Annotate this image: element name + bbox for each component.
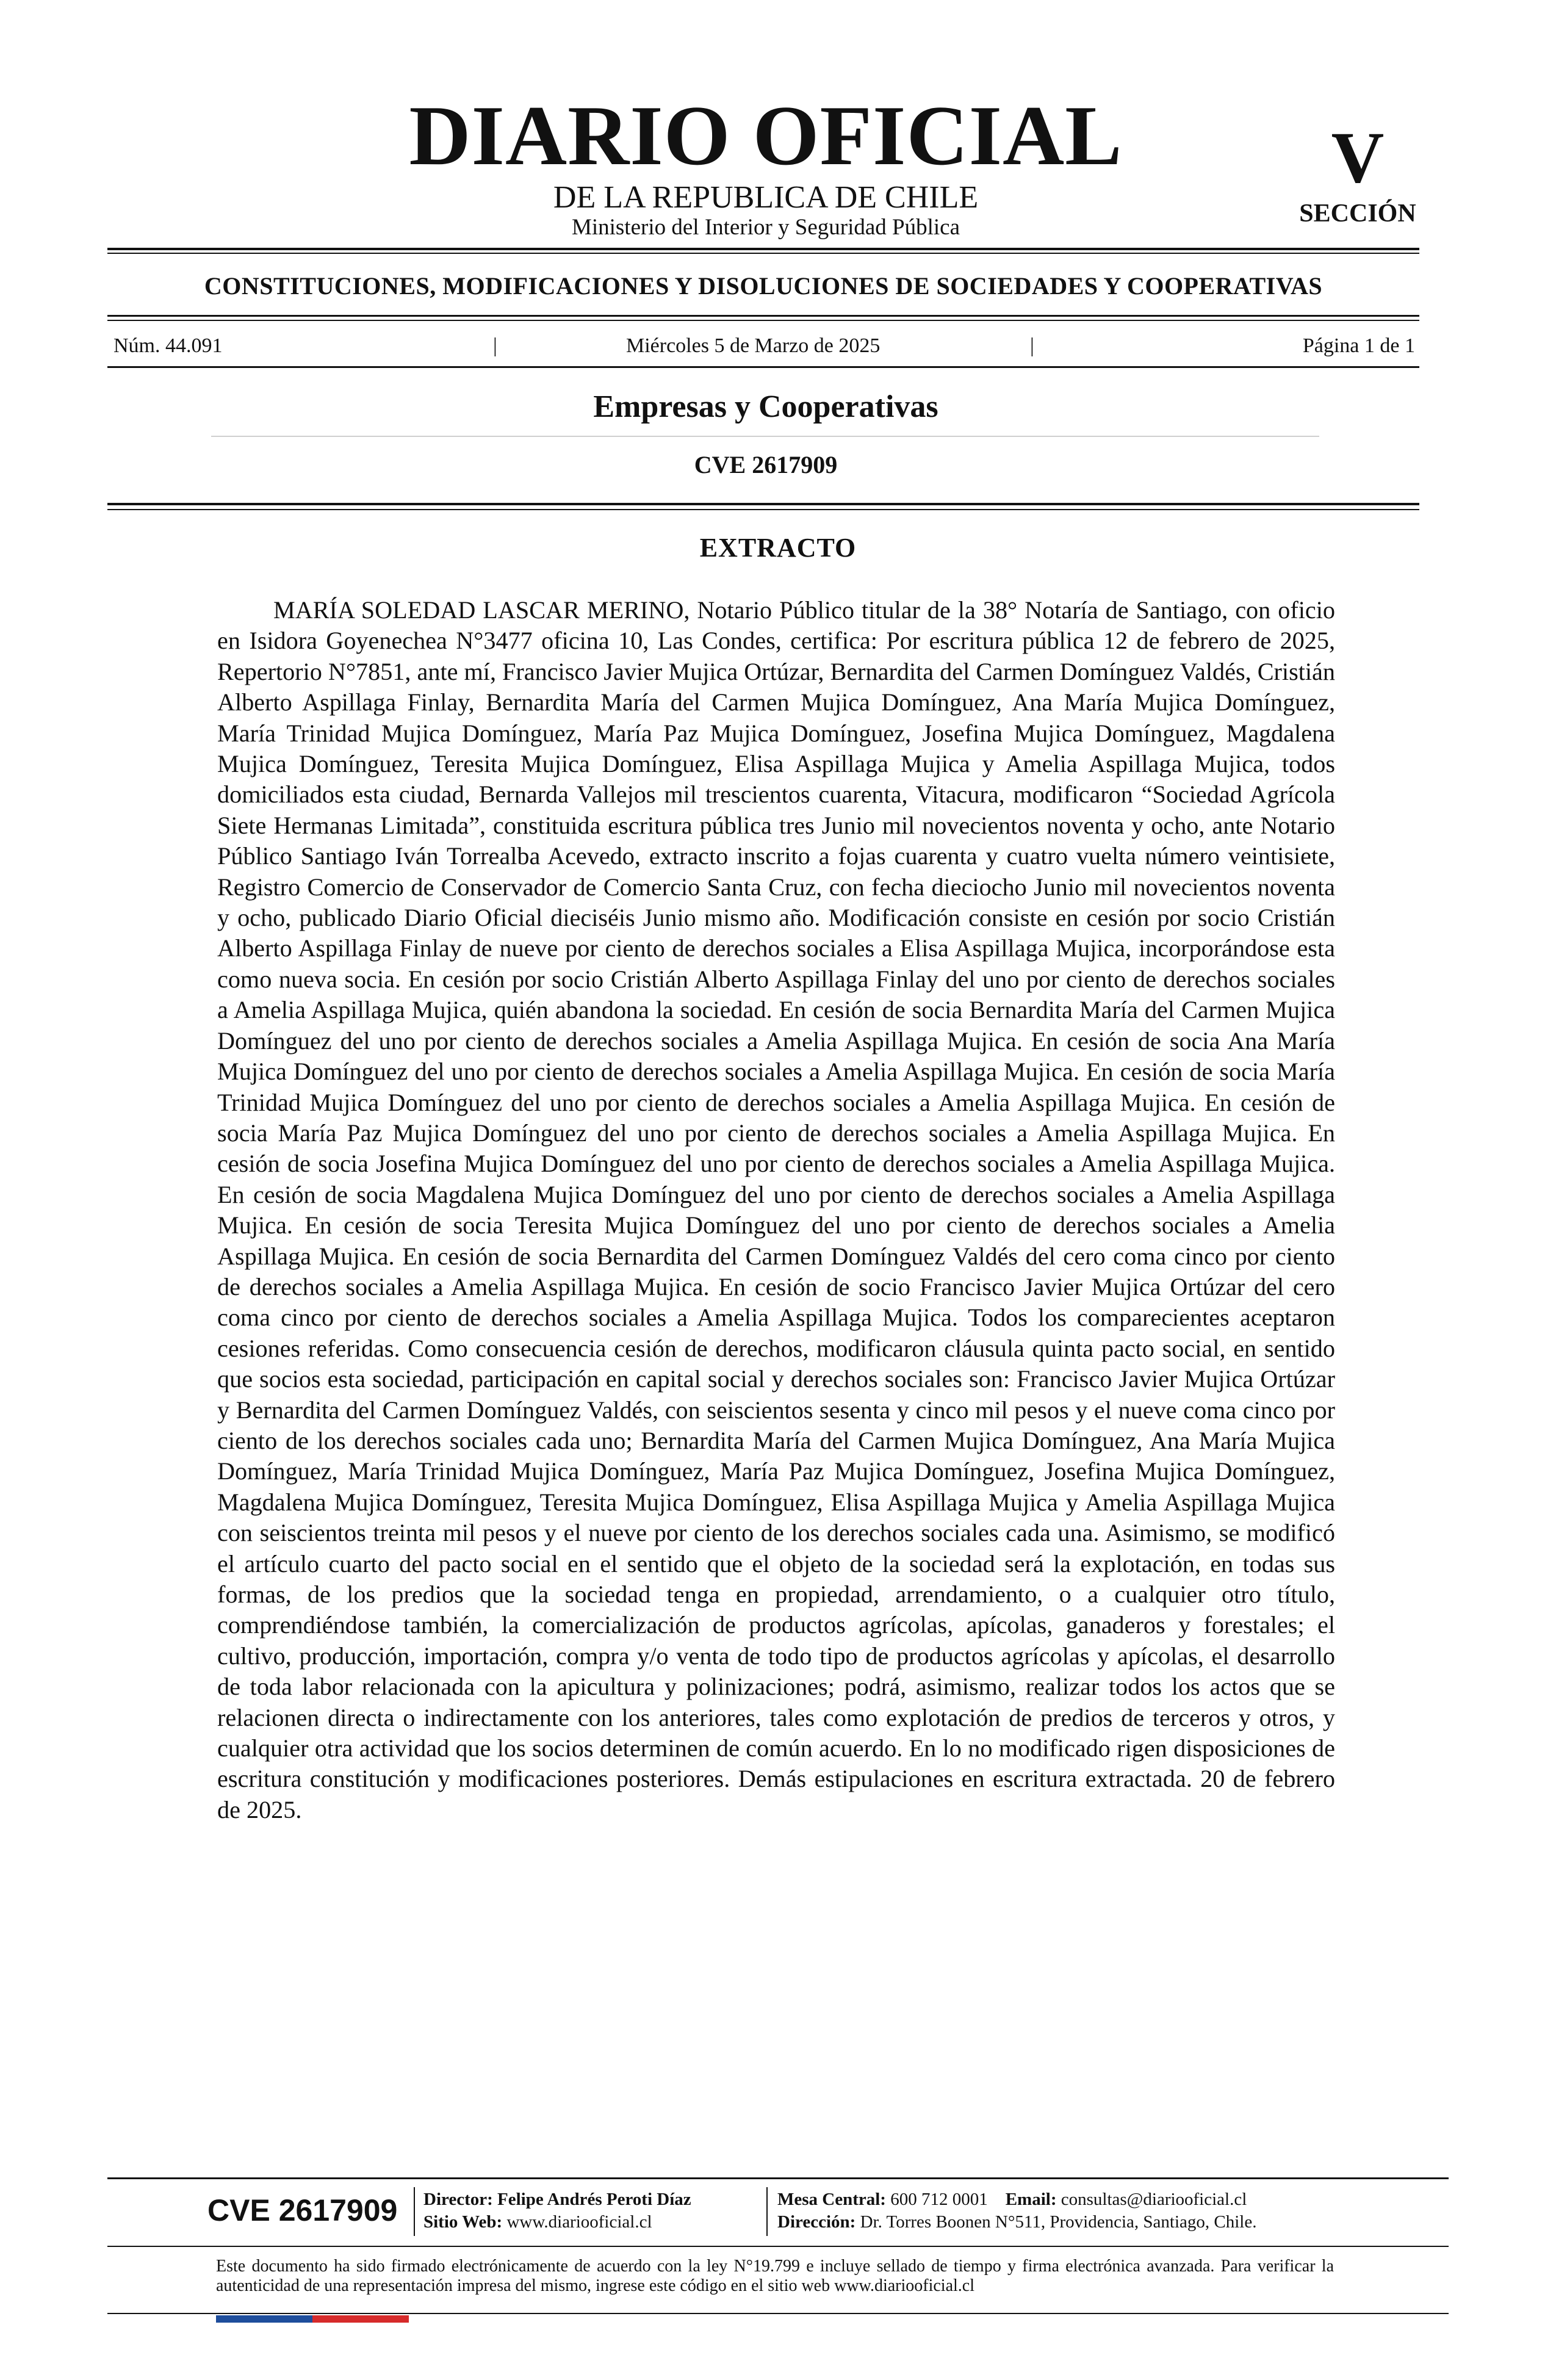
footer-rule <box>107 2177 1449 2179</box>
email-label: Email: <box>1005 2190 1057 2209</box>
footer-rule-lower <box>107 2246 1449 2247</box>
masthead-rule-thin <box>107 253 1419 254</box>
director-label: Director: <box>423 2190 493 2209</box>
footer-director-block <box>423 2188 771 2234</box>
footer-note: Este documento ha sido firmado electrónicamente de acuerdo con la ley N°19.799 e incluye sellado de tiempo y firma electrónica avanzada. Para verificar la autenticidad de una representación impresa del mismo, ingrese este código en el sitio web www.diariooficial.cl <box>216 2257 1334 2295</box>
category-title: Empresas y Cooperativas <box>593 389 938 424</box>
phone-value: 600 712 0001 <box>890 2190 988 2209</box>
extract-body: MARÍA SOLEDAD LASCAR MERINO, Notario Público titular de la 38° Notaría de Santiago, con oficio en Isidora Goyenechea N°3477 oficina 10, Las Condes, certifica: Por escritura pública 12 de febrero de 2025, Repertorio N°7851, ante mí, Francisco Javier Mujica Ortúzar, Bernardita del Carmen Domínguez Valdés, Cristián Alberto Aspillaga Finlay, Bernardita María del Carmen Mujica Domínguez, Ana María Mujica Domínguez, María Trinidad Mujica Domínguez, María Paz Mujica Domínguez, Josefina Mujica Domínguez, Magdalena Mujica Domínguez, Teresita Mujica Domínguez, Elisa Aspillaga Mujica y Amelia Aspillaga Mujica, todos domiciliados esta ciudad, Bernarda Vallejos mil trescientos cuarenta, Vitacura, modificaron “Sociedad Agrícola Siete Hermanas Limitada”, constituida escritura pública tres Junio mil novecientos noventa y ocho, ante Notario Público Santiago Iván Torrealba Acevedo, extracto inscrito a fojas cuarenta y cuatro vuelta número veintisiete, Registro Comercio de Conservador de Comercio Santa Cruz, con fecha dieciocho Junio mil novecientos noventa y ocho, publicado Diario Oficial dieciséis Junio mismo año. Modificación consiste en cesión por socio Cristián Alberto Aspillaga Finlay de nueve por ciento de derechos sociales a Elisa Aspillaga Mujica, incorporándose esta como nueva socia. En cesión por socio Cristián Alberto Aspillaga Finlay del uno por ciento de derechos sociales a Amelia Aspillaga Mujica, quién abandona la sociedad. En cesión de socia Bernardita María del Carmen Mujica Domínguez del uno por ciento de derechos sociales a Amelia Aspillaga Mujica. En cesión de socia Ana María Mujica Domínguez del uno por ciento de derechos sociales a Amelia Aspillaga Mujica. En cesión de socia María Trinidad Mujica Domínguez del uno por ciento de derechos sociales a Amelia Aspillaga Mujica. En cesión de socia María Paz Mujica Domínguez del uno por ciento de derechos sociales a Amelia Aspillaga Mujica. En cesión de socia Josefina Mujica Domínguez del uno por ciento de derechos sociales a Amelia Aspillaga Mujica. En cesión de socia Magdalena Mujica Domínguez del uno por ciento de derechos sociales a Amelia Aspillaga Mujica. En cesión de socia Teresita Mujica Domínguez del uno por ciento de derechos sociales a Amelia Aspillaga Mujica. En cesión de socia Bernardita del Carmen Domínguez Valdés del cero coma cinco por ciento de derechos sociales a Amelia Aspillaga Mujica. En cesión de socio Francisco Javier Mujica Ortúzar del cero coma cinco por ciento de derechos sociales a Amelia Aspillaga Mujica. Todos los comparecientes aceptaron cesiones referidas. Como consecuencia cesión de derechos, modificaron cláusula quinta pacto social, en sentido que socios esta sociedad, participación en capital social y derechos sociales son: Francisco Javier Mujica Ortúzar y Bernardita del Carmen Domínguez Valdés, con seiscientos sesenta y cinco mil pesos y el nueve coma cinco por ciento de los derechos sociales cada uno; Bernardita María del Carmen Mujica Domínguez, Ana María Mujica Domínguez, María Trinidad Mujica Domínguez, María Paz Mujica Domínguez, Josefina Mujica Domínguez, Magdalena Mujica Domínguez, Teresita Mujica Domínguez, Elisa Aspillaga Mujica y Amelia Aspillaga Mujica con seiscientos treinta mil pesos y el nueve por ciento de los derechos sociales cada una. Asimismo, se modificó el artículo cuarto del pacto social en el sentido que el objeto de la sociedad será la explotación, en todas sus formas, de los predios que la sociedad tenga en propiedad, arrendamiento, o a cualquier otro título, comprendiéndose también, la comercialización de productos agrícolas, apícolas, ganaderos y forestales; el cultivo, producción, importación, compra y/o venta de todo tipo de productos agrícolas y apícolas, el desarrollo de toda labor relacionada con la apicultura y polinizaciones; podrá, asimismo, realizar todos los actos que se relacionen directa o indirectamente con los anteriores, tales como explotación de predios de terceros y otros, y cualquier otra actividad que los socios determinen de común acuerdo. En lo no modificado rigen disposiciones de escritura constitución y modificaciones posteriores. Demás estipulaciones en escritura extractada. 20 de febrero de 2025. <box>217 596 1335 1823</box>
address-label: Dirección: <box>777 2212 856 2232</box>
category-rule <box>211 436 1319 437</box>
issue-number: Núm. 44.091 <box>113 334 223 357</box>
footer-divider <box>766 2187 768 2236</box>
issue-rule <box>107 366 1419 368</box>
section-rule-thin <box>107 320 1419 321</box>
extract-heading: EXTRACTO <box>699 533 857 563</box>
issue-page: Página 1 de 1 <box>1302 334 1415 357</box>
footer-rule-bottom <box>107 2313 1449 2314</box>
flag-stripe-blue <box>216 2315 312 2323</box>
issue-date: Miércoles 5 de Marzo de 2025 <box>626 334 881 357</box>
section-title: CONSTITUCIONES, MODIFICACIONES Y DISOLUCIONES DE SOCIEDADES Y COOPERATIVAS <box>204 272 1323 300</box>
issue-separator: | <box>493 334 497 357</box>
website-label: Sitio Web: <box>423 2212 503 2232</box>
footer-contact-block <box>777 2188 1388 2234</box>
flag-stripe-red <box>312 2315 409 2323</box>
footer-cve: CVE 2617909 <box>207 2193 398 2227</box>
email-link[interactable]: consultas@diariooficial.cl <box>1061 2190 1247 2209</box>
masthead-title: DIARIO OFICIAL <box>409 88 1123 183</box>
section-number: V <box>1331 117 1385 198</box>
section-label: SECCIÓN <box>1299 200 1416 228</box>
masthead-rule <box>107 248 1419 250</box>
director-value: Felipe Andrés Peroti Díaz <box>497 2190 691 2209</box>
footer-divider <box>414 2187 415 2236</box>
masthead-ministry: Ministerio del Interior y Seguridad Pública <box>571 215 960 240</box>
issue-row <box>110 332 1419 360</box>
phone-label: Mesa Central: <box>777 2190 886 2209</box>
header-rule <box>107 503 1419 505</box>
issue-separator: | <box>1030 334 1034 357</box>
website-link[interactable]: www.diariooficial.cl <box>506 2212 652 2232</box>
address-value: Dr. Torres Boonen N°511, Providencia, Santiago, Chile. <box>860 2212 1257 2232</box>
section-rule <box>107 315 1419 317</box>
cve-header: CVE 2617909 <box>694 451 838 478</box>
header-rule-thin <box>107 509 1419 510</box>
masthead-subtitle: DE LA REPUBLICA DE CHILE <box>553 180 979 215</box>
